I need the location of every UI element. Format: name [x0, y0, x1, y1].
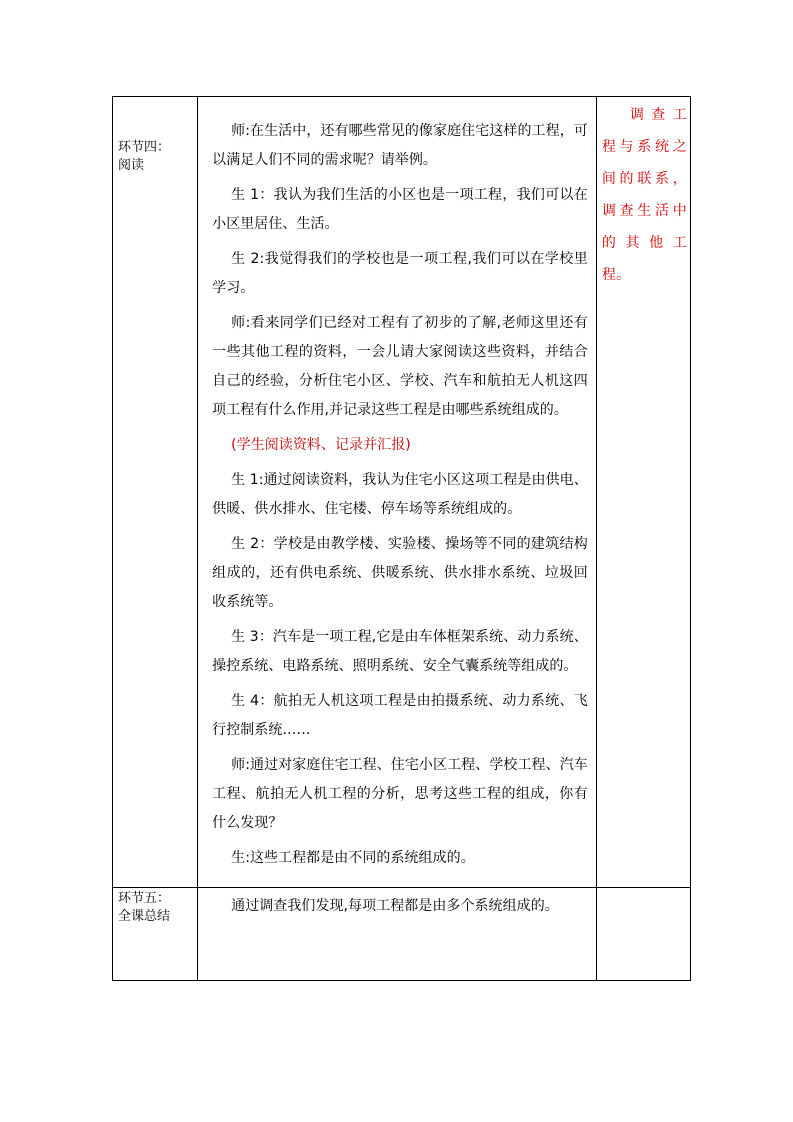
table-row-stage-four	[113, 97, 691, 888]
paragraph: 师:看来同学们已经对工程有了初步的了解,老师这里还有一些其他工程的资料，一会儿请大家阅读这些资料，并结合自己的经验，分析住宅小区、学校、汽车和航拍无人机这四项工程有什么作用,并记录这些工程是由哪些系统组成的。	[212, 315, 588, 418]
lesson-plan-table	[112, 96, 691, 981]
paragraph: 师:通过对家庭住宅工程、住宅小区工程、学校工程、汽车工程、航拍无人机工程的分析，思考这些工程的组成，你有什么发现？	[212, 757, 588, 831]
paragraph: 生 4：航拍无人机这项工程是由拍摄系统、动力系统、飞行控制系统……	[212, 693, 588, 738]
paragraph: 生 2:我觉得我们的学校也是一项工程,我们可以在学校里学习。	[212, 251, 588, 296]
stage-label: 环节五：	[118, 891, 171, 906]
paragraph: 生 2：学校是由教学楼、实验楼、操场等不同的建筑结构组成的，还有供电系统、供暖系统、供水排水系统、垃圾回收系统等。	[212, 536, 588, 610]
stage-label: 环节四：	[118, 140, 171, 155]
paragraph: 生 1:通过阅读资料，我认为住宅小区这项工程是由供电、供暖、供水排水、住宅楼、停车场等系统组成的。	[212, 472, 588, 517]
paragraph: 生:这些工程都是由不同的系统组成的。	[231, 850, 475, 866]
design-note: 调查工程与系统之间的联系，调查生活中的其他工程。	[601, 107, 687, 283]
paragraph: 生 1：我认为我们生活的小区也是一项工程，我们可以在小区里居住、生活。	[212, 187, 588, 232]
content-cell	[198, 97, 597, 888]
stage-cell	[113, 97, 198, 888]
stage-cell	[113, 888, 198, 981]
stage-title: 阅读	[118, 158, 145, 173]
table-row-stage-five	[113, 888, 691, 981]
activity-instruction: (学生阅读资料、记录并汇报)	[231, 437, 411, 453]
design-note-cell	[596, 97, 690, 888]
design-note-cell	[596, 888, 690, 981]
stage-title: 全课总结	[118, 909, 171, 924]
paragraph: 生 3：汽车是一项工程,它是由车体框架系统、动力系统、操控系统、电路系统、照明系统、安全气囊系统等组成的。	[212, 629, 588, 674]
summary-paragraph: 通过调查我们发现,每项工程都是由多个系统组成的。	[231, 898, 559, 914]
paragraph: 师:在生活中，还有哪些常见的像家庭住宅这样的工程，可以满足人们不同的需求呢？请举例。	[212, 123, 588, 168]
content-cell	[198, 888, 597, 981]
